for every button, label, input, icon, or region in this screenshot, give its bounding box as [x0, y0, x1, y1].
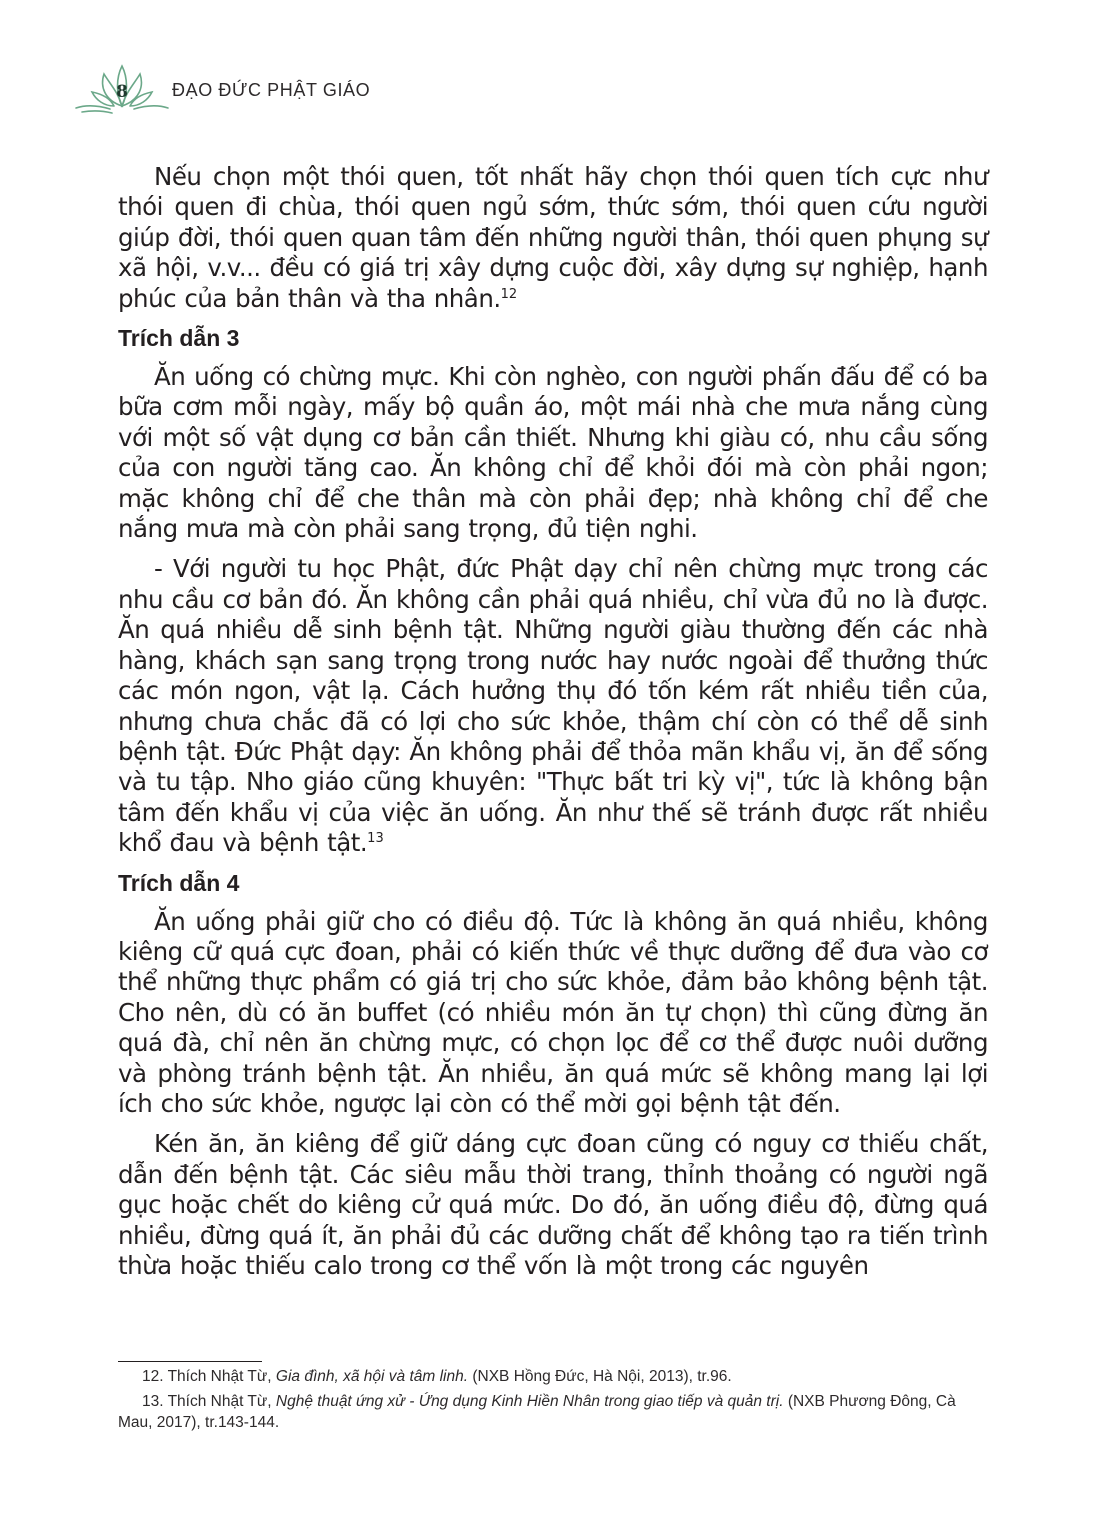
book-title: ĐẠO ĐỨC PHẬT GIÁO	[172, 80, 371, 100]
paragraph-text: - Với người tu học Phật, đức Phật dạy chỉ nên chừng mực trong các nhu cầu cơ bản đó. Ăn không cần phải quá nhiều, chỉ vừa đủ no là được. Ăn quá nhiều dễ sinh bệnh tật. Những người giàu thường đến các nhà hàng, khách sạn sang trọng trong nước hay nước ngoài để thưởng thức các món ngon, vật lạ. Cách hưởng thụ đó tốn kém rất nhiều tiền của, nhưng chưa chắc đã có lợi cho sức khỏe, thậm chí còn có thể dễ sinh bệnh tật. Đức Phật dạy: Ăn không phải để thỏa mãn khẩu vị, ăn để sống và tu tập. Nho giáo cũng khuyên: "Thực bất tri kỳ vị", tức là không bận tâm đến khẩu vị của việc ăn uống. Ăn như thế sẽ tránh được rất nhiều khổ đau và bệnh tật.	[118, 554, 988, 858]
section-heading: Trích dẫn 4	[118, 869, 240, 896]
footnote-title: Gia đình, xã hội và tâm linh.	[275, 1368, 469, 1385]
paragraph	[118, 554, 988, 858]
paragraph: Ăn uống phải giữ cho có điều độ. Tức là không ăn quá nhiều, không kiêng cữ quá cực đoan, phải có kiến thức về thực dưỡng để đưa vào cơ thể những thực phẩm có giá trị cho sức khỏe, đảm bảo không bệnh tật. Cho nên, dù có ăn buffet (có nhiều món ăn tự chọn) thì cũng đừng ăn quá đà, chỉ nên ăn chừng mực, có chọn lọc để cơ thể được nuôi dưỡng và phòng tránh bệnh tật. Ăn nhiều, ăn quá mức sẽ không mang lại lợi ích cho sức khỏe, ngược lại còn có thể mời gọi bệnh tật đến.	[118, 906, 988, 1118]
paragraph-text: Nếu chọn một thói quen, tốt nhất hãy chọn thói quen tích cực như thói quen đi chùa, thói quen ngủ sớm, thức sớm, thói quen cứu người giúp đời, thói quen quan tâm đến những người thân, thói quen phụng sự xã hội, v.v... đều có giá trị xây dựng cuộc đời, xây dựng sự nghiệp, hạnh phúc của bản thân và tha nhân.	[118, 162, 988, 313]
footnote	[118, 1391, 988, 1433]
paragraph: Ăn uống có chừng mực. Khi còn nghèo, con người phấn đấu để có ba bữa cơm mỗi ngày, mấy bộ quần áo, một mái nhà che mưa nắng cùng với một số vật dụng cơ bản cần thiết. Nhưng khi giàu có, nhu cầu sống của con người tăng cao. Ăn không chỉ để khỏi đói mà còn phải ngon; mặc không chỉ để che thân mà còn phải đẹp; nhà không chỉ để che nắng mưa mà còn phải sang trọng, đủ tiện nghi.	[118, 362, 988, 544]
page-number: 8	[116, 82, 128, 102]
footnote-ref: 12	[500, 286, 518, 302]
footnote-title: Nghệ thuật ứng xử - Ứng dụng Kinh Hiền Nhân trong giao tiếp và quản trị.	[275, 1393, 784, 1410]
page-body	[118, 162, 988, 1291]
footnotes	[118, 1366, 988, 1437]
footnote-number: 13.	[142, 1393, 164, 1410]
footnote-source: (NXB Hồng Đức, Hà Nội, 2013), tr.96.	[472, 1368, 732, 1385]
footnote-ref: 13	[367, 831, 384, 847]
footnote-source: (NXB Phương Đông, Cà Mau, 2017), tr.143-144.	[118, 1393, 956, 1431]
paragraph	[118, 162, 988, 314]
footnote-author: Thích Nhật Từ,	[167, 1393, 272, 1410]
footnote-divider	[118, 1361, 262, 1362]
footnote	[118, 1366, 988, 1387]
footnote-author: Thích Nhật Từ,	[167, 1368, 272, 1385]
section-heading: Trích dẫn 3	[118, 325, 240, 352]
footnote-number: 12.	[142, 1368, 164, 1385]
running-header	[74, 62, 474, 114]
paragraph: Kén ăn, ăn kiêng để giữ dáng cực đoan cũng có nguy cơ thiếu chất, dẫn đến bệnh tật. Các siêu mẫu thời trang, thỉnh thoảng có người ngã gục hoặc chết do kiêng cử quá mức. Do đó, ăn uống điều độ, đừng quá nhiều, đừng quá ít, ăn phải đủ các dưỡng chất để không tạo ra tiến trình thừa hoặc thiếu calo trong cơ thể vốn là một trong các nguyên	[118, 1129, 988, 1280]
